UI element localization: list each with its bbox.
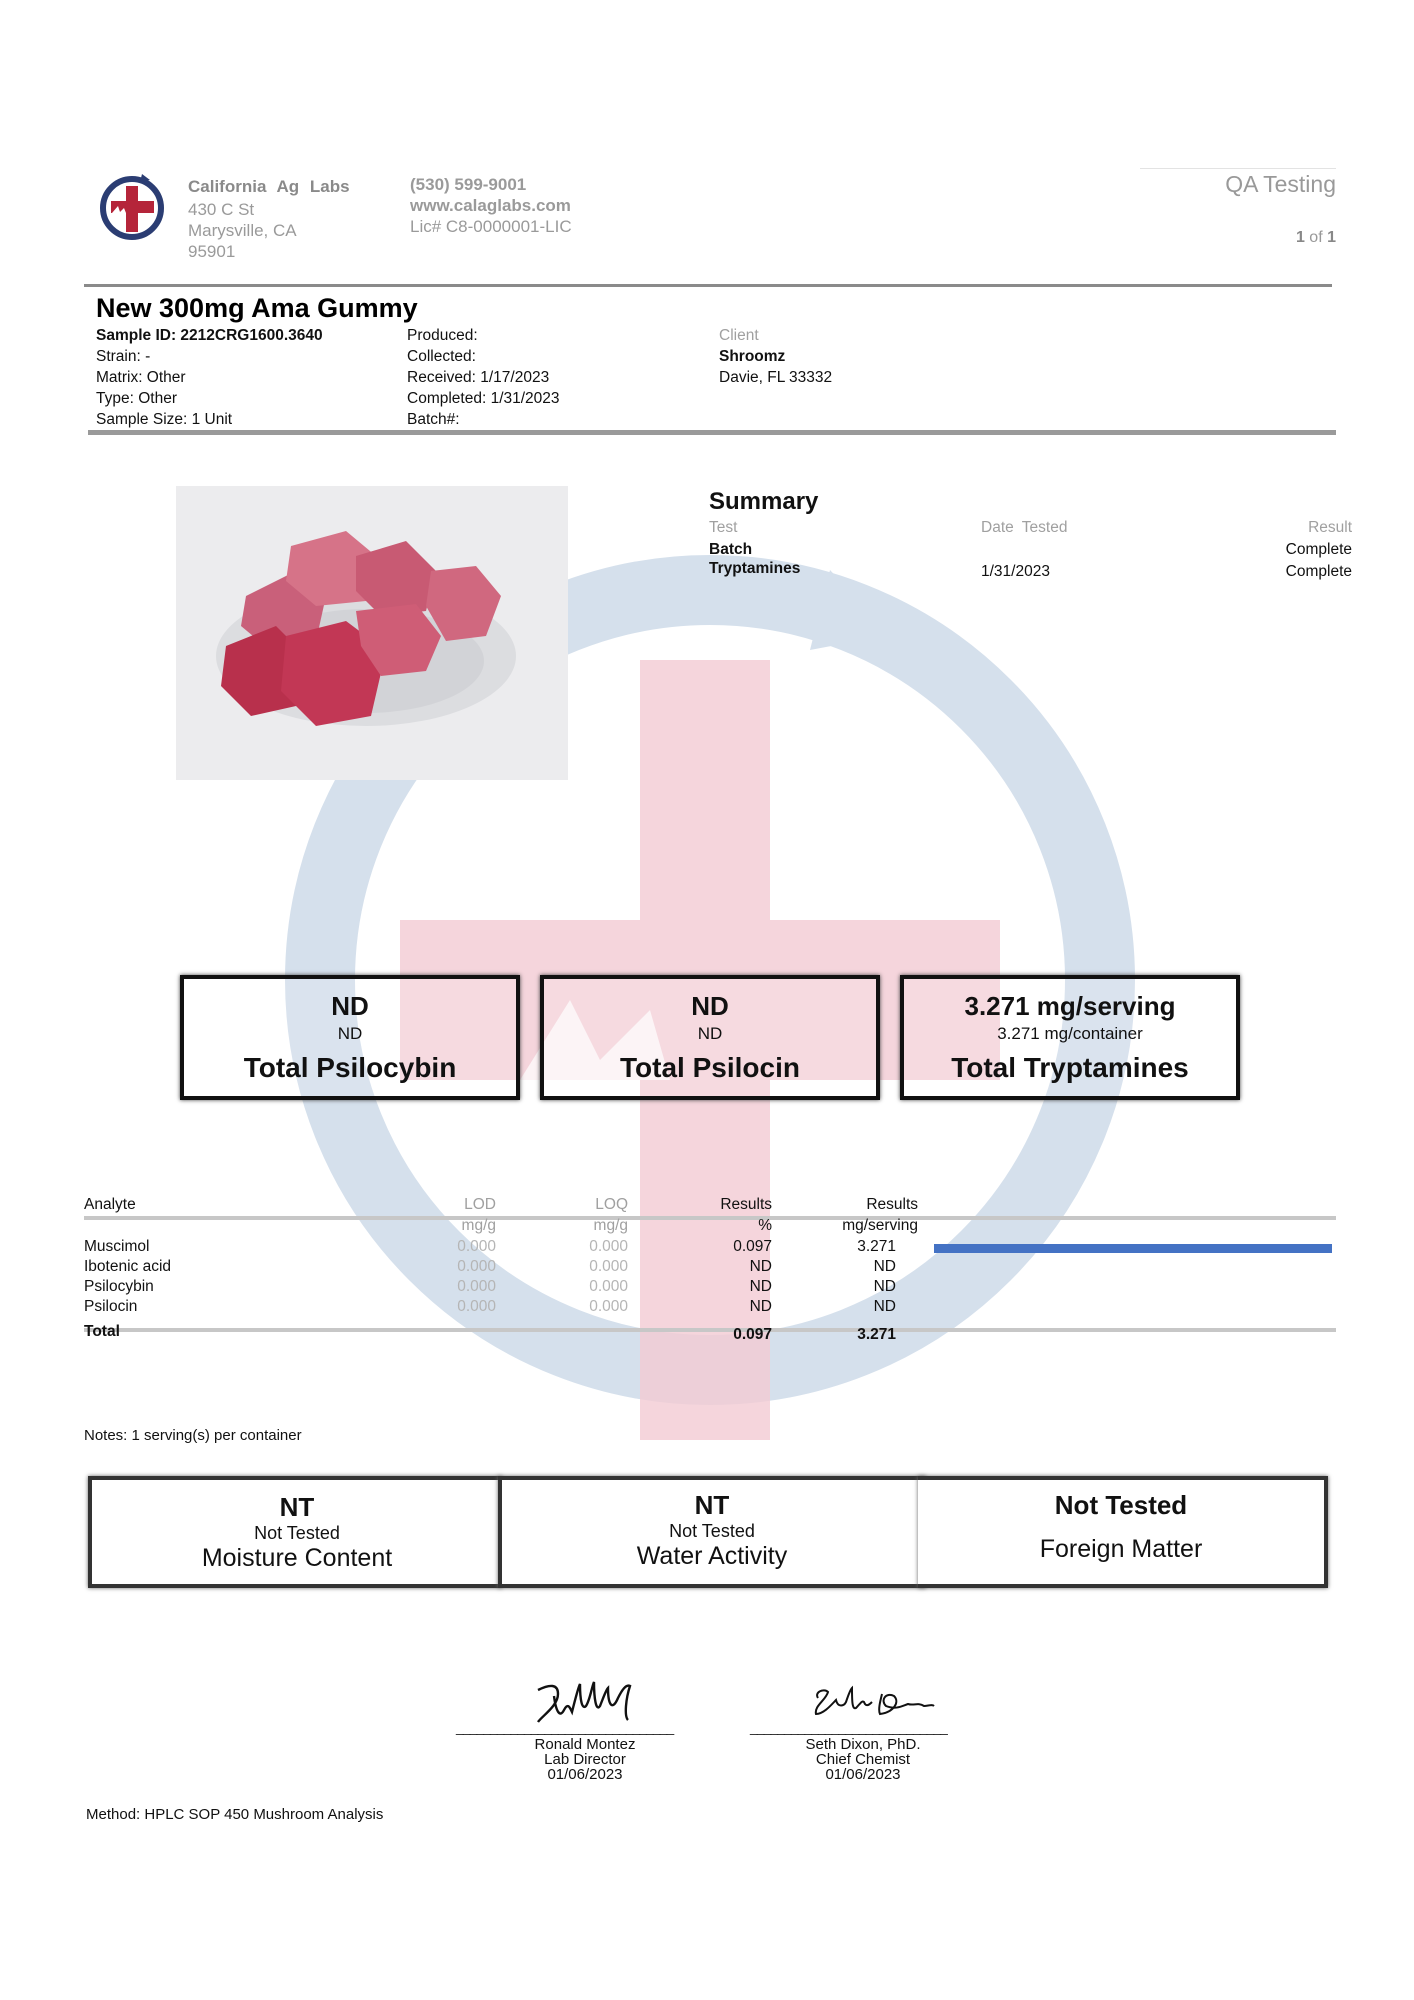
sample-dates xyxy=(407,325,560,430)
total-label: Total Psilocybin xyxy=(243,1052,457,1083)
summary-row-result: Complete xyxy=(1285,563,1352,580)
col-results-pct: Results xyxy=(720,1196,772,1213)
signatory-date: 01/06/2023 xyxy=(825,1766,901,1783)
total-row-label: Total xyxy=(84,1323,120,1340)
batch-number: Batch#: xyxy=(407,411,460,428)
analyte-lod: 0.000 xyxy=(457,1278,496,1295)
col-loq: LOQ xyxy=(595,1196,628,1213)
signatory-title: Chief Chemist xyxy=(815,1751,911,1768)
sample-details xyxy=(96,325,323,430)
product-title: New 300mg Ama Gummy xyxy=(96,293,418,323)
total-row-mg: 3.271 xyxy=(857,1326,896,1343)
signatory-name: Ronald Montez xyxy=(534,1736,636,1753)
product-photo xyxy=(176,486,568,780)
received-date: Received: 1/17/2023 xyxy=(407,369,550,386)
col-results-mg: Results xyxy=(866,1196,918,1213)
analyte-mg: ND xyxy=(873,1278,896,1295)
analyte-mg: ND xyxy=(873,1298,896,1315)
test-value: Not Tested xyxy=(1054,1490,1188,1520)
test-status: Not Tested xyxy=(669,1521,755,1541)
summary-row-test: Batch xyxy=(709,541,753,558)
analyte-lod: 0.000 xyxy=(457,1238,496,1255)
analyte-name: Psilocybin xyxy=(84,1278,154,1295)
header-divider xyxy=(1140,168,1336,169)
sample-size: Sample Size: 1 Unit xyxy=(96,411,233,428)
analyte-mg: ND xyxy=(873,1258,896,1275)
client-location: Davie, FL 33332 xyxy=(719,369,833,386)
notes: Notes: 1 serving(s) per container xyxy=(84,1427,302,1444)
client-info xyxy=(719,325,832,388)
lab-phone: (530) 599-9001 xyxy=(410,175,527,194)
lab-license: Lic# C8-0000001-LIC xyxy=(410,217,572,236)
col-lod: LOD xyxy=(464,1196,496,1213)
foreign-matter-box xyxy=(918,1476,1328,1588)
total-psilocin-box xyxy=(540,975,880,1100)
signatory-date: 01/06/2023 xyxy=(547,1766,623,1783)
sample-rule xyxy=(88,430,1336,435)
signature-line: ________________________________ xyxy=(456,1719,674,1735)
lab-website[interactable]: www.calaglabs.com xyxy=(410,196,571,215)
total-value: ND xyxy=(331,991,369,1021)
summary-col-result: Result xyxy=(1308,519,1352,536)
lab-contact xyxy=(410,174,572,237)
total-subvalue: ND xyxy=(337,1024,363,1043)
test-label: Foreign Matter xyxy=(1039,1535,1203,1563)
summary-col-test: Test xyxy=(709,519,738,536)
sample-id: Sample ID: 2212CRG1600.3640 xyxy=(96,327,323,344)
analyte-lod: 0.000 xyxy=(457,1298,496,1315)
total-subvalue: ND xyxy=(697,1024,723,1043)
analyte-lod: 0.000 xyxy=(457,1258,496,1275)
client-label: Client xyxy=(719,327,759,344)
client-name: Shroomz xyxy=(719,348,786,365)
analyte-name: Ibotenic acid xyxy=(84,1258,172,1275)
summary-row-test: Tryptamines xyxy=(709,560,801,577)
page-current: 1 xyxy=(1295,229,1305,246)
total-row-pct: 0.097 xyxy=(733,1326,772,1343)
analyte-loq: 0.000 xyxy=(589,1298,628,1315)
method: Method: HPLC SOP 450 Mushroom Analysis xyxy=(86,1806,384,1823)
total-psilocybin-box xyxy=(180,975,520,1100)
summary-title: Summary xyxy=(709,488,819,515)
lab-logo-icon xyxy=(98,166,168,244)
signature-line: _____________________________ xyxy=(750,1719,947,1735)
sample-strain: Strain: - xyxy=(96,348,151,365)
lab-name: California Ag Labs xyxy=(188,177,350,196)
sample-type: Type: Other xyxy=(96,390,177,407)
test-label: Water Activity xyxy=(636,1542,788,1570)
total-value: 3.271 mg/serving xyxy=(964,991,1176,1021)
completed-date: Completed: 1/31/2023 xyxy=(407,390,560,407)
signatory-block xyxy=(480,1737,690,1782)
sample-matrix: Matrix: Other xyxy=(96,369,186,386)
test-status xyxy=(918,1521,1324,1535)
page-indicator xyxy=(1140,229,1336,247)
results-mg-unit: mg/serving xyxy=(842,1217,918,1234)
collected-date: Collected: xyxy=(407,348,476,365)
lab-address xyxy=(188,199,297,262)
signature-image xyxy=(810,1684,936,1724)
analyte-name: Psilocin xyxy=(84,1298,138,1315)
moisture-content-box xyxy=(88,1476,502,1588)
test-label: Moisture Content xyxy=(201,1544,393,1572)
signatory-title: Lab Director xyxy=(544,1751,626,1768)
analyte-pct: ND xyxy=(749,1258,772,1275)
lab-address-line: Marysville, CA xyxy=(188,221,297,240)
total-label: Total Psilocin xyxy=(620,1052,800,1083)
analyte-pct: ND xyxy=(749,1278,772,1295)
total-value: ND xyxy=(691,991,729,1021)
summary-row-date: 1/31/2023 xyxy=(981,563,1050,580)
analyte-loq: 0.000 xyxy=(589,1258,628,1275)
header-rule xyxy=(84,284,1332,287)
summary-col-date: Date Tested xyxy=(981,519,1068,536)
produced-date: Produced: xyxy=(407,327,478,344)
test-value: NT xyxy=(694,1490,730,1520)
signatory-block xyxy=(758,1737,968,1782)
signatory-name: Seth Dixon, PhD. xyxy=(805,1736,921,1753)
test-status: Not Tested xyxy=(254,1523,340,1543)
page-of: of xyxy=(1309,229,1323,246)
analyte-pct: ND xyxy=(749,1298,772,1315)
analyte-mg: 3.271 xyxy=(857,1238,896,1255)
document-type: QA Testing xyxy=(1225,171,1336,197)
col-analyte: Analyte xyxy=(84,1196,136,1213)
muscimol-result-bar xyxy=(934,1244,1332,1253)
total-subvalue: 3.271 mg/container xyxy=(997,1024,1143,1043)
summary-row-result: Complete xyxy=(1285,541,1352,558)
test-value: NT xyxy=(279,1492,315,1522)
results-pct-unit: % xyxy=(758,1217,772,1234)
lod-unit: mg/g xyxy=(461,1217,496,1234)
page-total: 1 xyxy=(1327,229,1336,246)
analyte-loq: 0.000 xyxy=(589,1278,628,1295)
total-tryptamines-box xyxy=(900,975,1240,1100)
total-label: Total Tryptamines xyxy=(951,1052,1189,1083)
analyte-pct: 0.097 xyxy=(733,1238,772,1255)
lab-address-line: 95901 xyxy=(188,242,236,261)
analyte-name: Muscimol xyxy=(84,1238,150,1255)
analyte-loq: 0.000 xyxy=(589,1238,628,1255)
loq-unit: mg/g xyxy=(593,1217,628,1234)
lab-address-line: 430 C St xyxy=(188,200,255,219)
water-activity-box xyxy=(498,1476,926,1588)
